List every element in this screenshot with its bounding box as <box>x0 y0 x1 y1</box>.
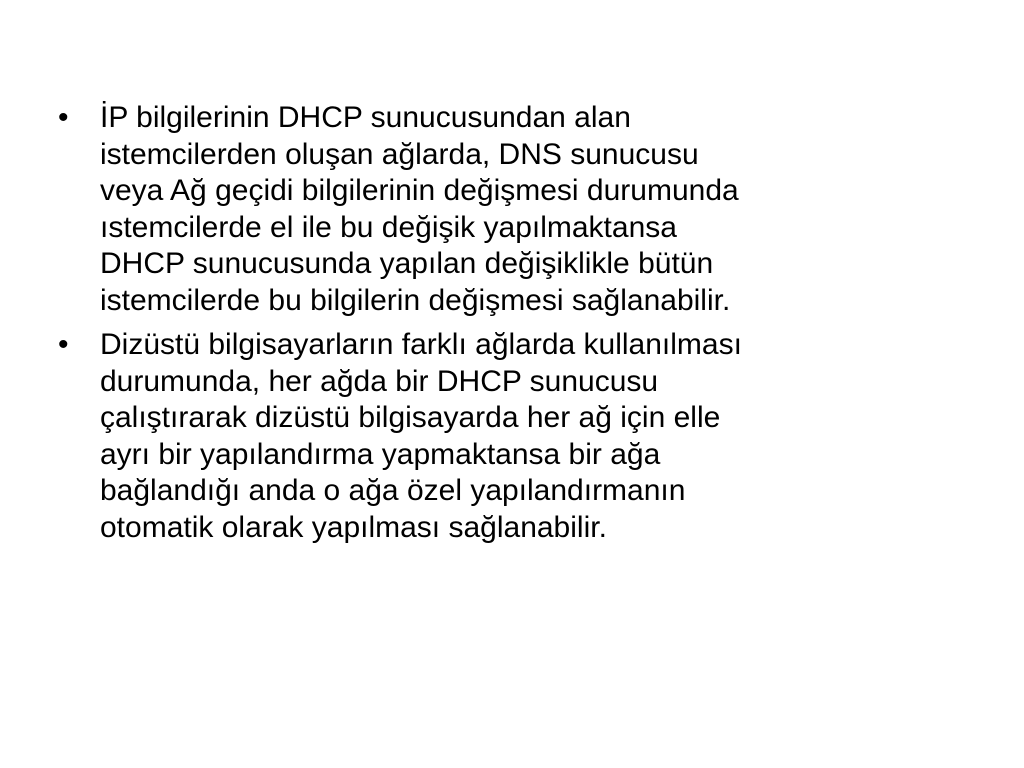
bullet-text <box>100 327 968 546</box>
bullet-marker: • <box>58 328 69 361</box>
bullet-text <box>100 100 968 319</box>
text-line: DHCP sunucusunda yapılan değişiklikle bütün <box>100 247 714 280</box>
text-line: otomatik olarak yapılması sağlanabilir. <box>100 510 607 544</box>
text-line: çalıştırarak dizüstü bilgisayarda her ağ için elle <box>100 401 721 434</box>
bullet-list <box>58 100 968 554</box>
text-line: durumunda, her ağda bir DHCP sunucusu <box>100 364 659 398</box>
text-line: Dizüstü bilgisayarların farklı ağlarda kullanılması <box>100 328 742 361</box>
text-line: ayrı bir yapılandırma yapmaktansa bir ağa <box>100 437 661 471</box>
text-line: istemcilerden oluşan ağlarda, DNS sunucusu <box>100 137 699 171</box>
bullet-item-laptop-networks <box>58 327 968 546</box>
text-line: ıstemcilerde el ile bu değişik yapılmaktansa <box>100 210 677 244</box>
text-line: İP bilgilerinin DHCP sunucusundan alan <box>100 101 631 134</box>
text-line: veya Ağ geçidi bilgilerinin değişmesi durumunda <box>100 174 739 207</box>
text-line: bağlandığı anda o ağa özel yapılandırmanın <box>100 474 686 507</box>
bullet-marker: • <box>58 101 69 134</box>
text-line: istemcilerde bu bilgilerin değişmesi sağlanabilir. <box>100 283 731 317</box>
bullet-item-dhcp-server-changes <box>58 100 968 319</box>
